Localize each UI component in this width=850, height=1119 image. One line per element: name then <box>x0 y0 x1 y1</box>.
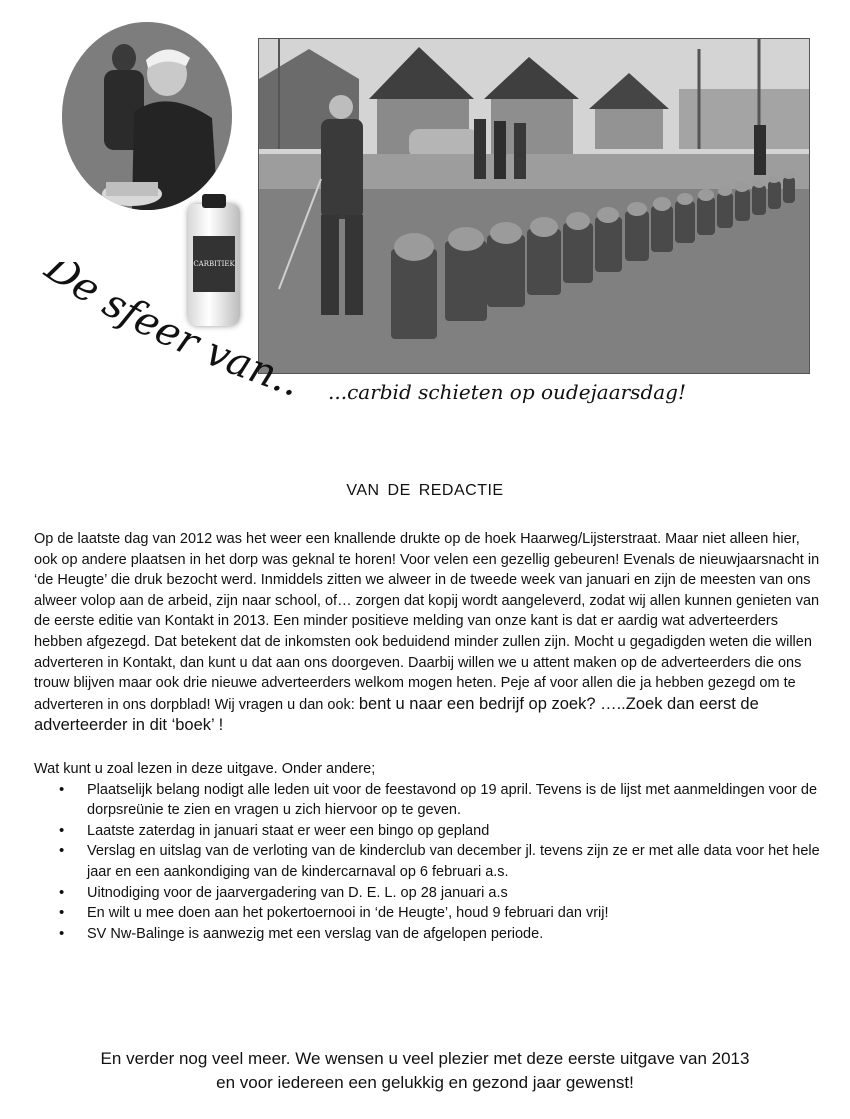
article-body <box>34 529 824 944</box>
emphasis-text: bent u naar een bedrijf op zoek? …..Zoek dan eerst de adverteerder in dit ‘boek’ ! <box>34 694 759 735</box>
contents-list <box>34 780 824 945</box>
list-item: • SV Nw-Balinge is aanwezig met een verslag van de afgelopen periode. <box>59 924 824 945</box>
closing-line-2: en voor iedereen een gelukkig en gezond jaar gewenst! <box>216 1073 634 1092</box>
list-item: • Verslag en uitslag van de verloting van de kinderclub van december jl. tevens zijn ze er met alle data voor het hele jaar en een aankondiging van de kindercarnaval op 6 februari a.s. <box>59 841 824 882</box>
tagline-right: ...carbid schieten op oudejaarsdag! <box>328 380 687 404</box>
section-heading: VAN DE REDACTIE <box>346 482 504 499</box>
contents-intro: Wat kunt u zoal lezen in deze uitgave. Onder andere; <box>34 760 376 777</box>
list-item: • Laatste zaterdag in januari staat er weer een bingo op gepland <box>59 821 824 842</box>
bottle-label: CARBITIEK <box>193 236 235 292</box>
tagline-curved <box>35 262 305 412</box>
photo-men-preparing-carbide <box>62 22 232 210</box>
main-paragraph <box>34 529 824 737</box>
list-item: • Uitnodiging voor de jaarvergadering van D. E. L. op 28 januari a.s <box>59 883 824 904</box>
closing-line-1: En verder nog veel meer. We wensen u veel plezier met deze eerste uitgave van 2013 <box>100 1049 750 1068</box>
closing-message <box>0 1047 850 1095</box>
list-item: • Plaatselijk belang nodigt alle leden uit voor de feestavond op 19 april. Tevens is de lijst met aanmeldingen voor de dorpsreünie te zien en vragen u zich hiervoor op te geven. <box>59 780 824 821</box>
list-item: • En wilt u mee doen aan het pokertoernooi in ‘de Heugte’, houd 9 februari dan vrij! <box>59 903 824 924</box>
tagline-left-text: De sfeer van.. <box>37 262 305 406</box>
main-paragraph-text: Op de laatste dag van 2012 was het weer een knallende drukte op de hoek Haarweg/Lijsterstraat. Maar niet alleen hier, ook op andere plaatsen in het dorp was geknal te horen! Voor velen een gezellig gebeuren! Evenals de nieuwjaarsnacht in ‘de Heugte’ die druk bezocht werd. Inmiddels zitten we alweer in de tweede week van januari en zijn de meesten van ons alweer volop aan de arbeid, zijn naar school, of… zorgen dat kopij wordt aangeleverd, zodat wij allen kunnen genieten van de eerste editie van Kontakt in 2013. Een minder positieve melding van onze kant is dat er aardig wat adverteerders hebben afgezegd. Dat betekent dat de inkomsten ook beduidend minder zullen zijn. Mocht u gegadigden weten die willen adverteren in Kontakt, dan kunt u dat aan ons doorgeven. Daarbij willen we u attent maken op de adverteerders die ons trouw blijven maar ook drie nieuwe adverteerders welkom mogen heten. Peje af voor allen die ja hebben gezegd om te adverteren in ons dorpblad! Wij vragen u dan ook: <box>34 531 820 713</box>
bottle-cap <box>202 194 226 208</box>
photo-milk-cans-row <box>258 38 810 374</box>
